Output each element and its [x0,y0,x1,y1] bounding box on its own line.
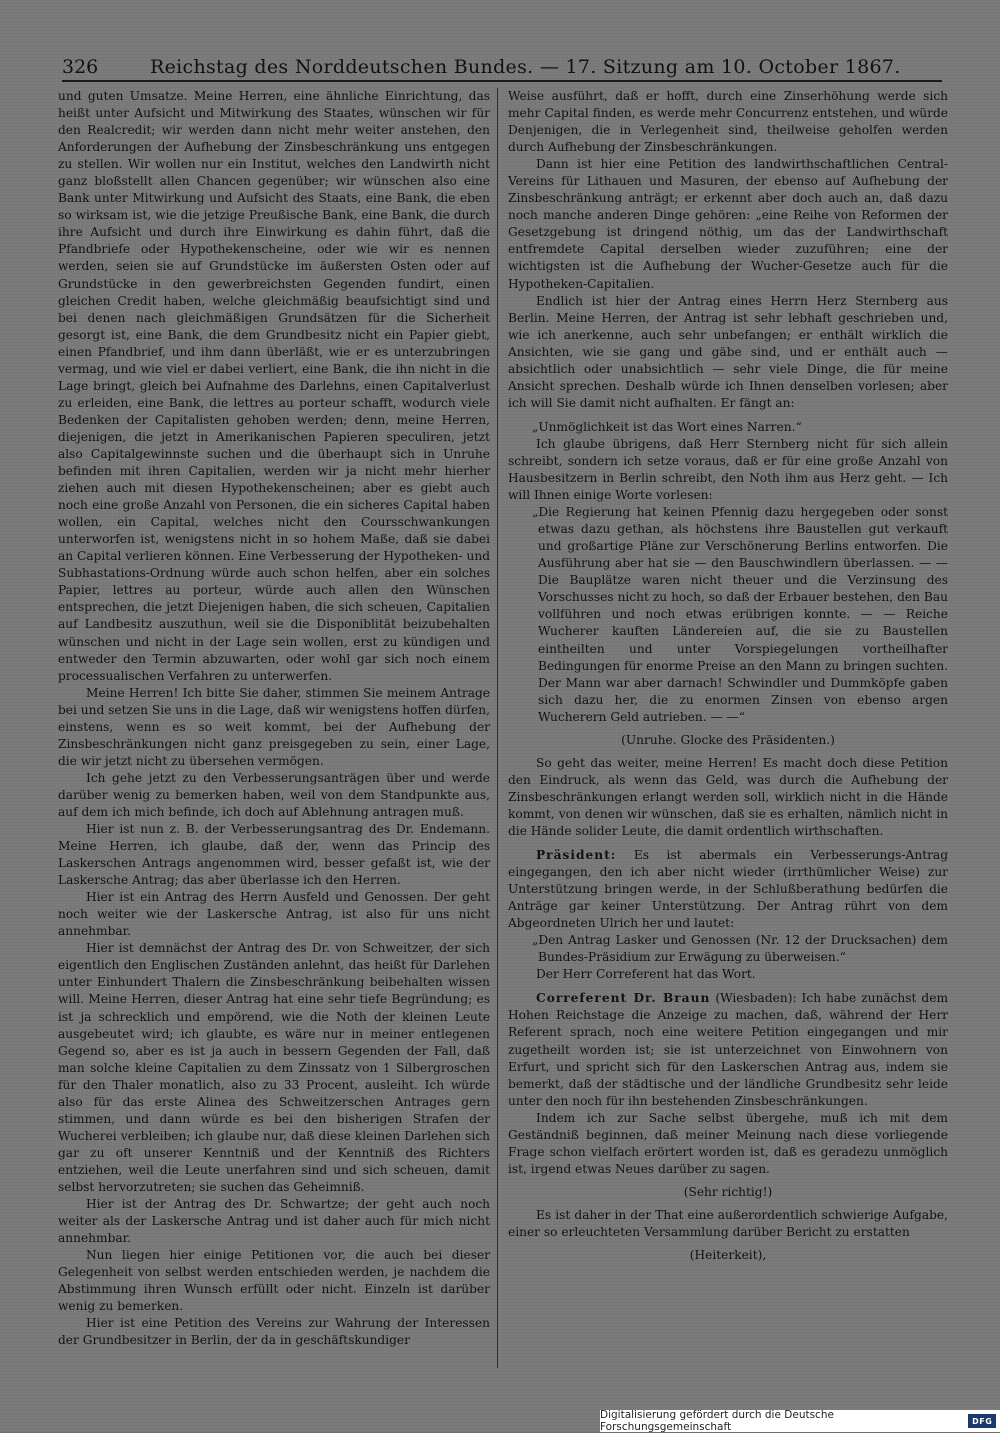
paragraph [508,732,948,749]
speaker-name: Präsident: [536,848,617,863]
speaker-name: Correferent Dr. Braun [536,991,711,1006]
paragraph-text: Hier ist eine Petition des Vereins zur Wahrung der Interessen der Grundbesitzer in Berlin, der da in geschäftskundiger [58,1316,490,1348]
paragraph [58,1196,490,1247]
paragraph-text: Es ist abermals ein Verbesserungs-Antrag eingegangen, den ich aber nicht wieder (irrthümlicher Weise) zur Unterstützung bringen werde, in der Schlußberathung bedürfen die Anträge gar keiner Unterstützung. Der Antrag rührt von dem Abgeordneten Ulrich her und lautet: [508,848,948,931]
paragraph-text: (Wiesbaden): Ich habe zunächst dem Hohen Reichstage die Anzeige zu machen, daß, während der Herr Referent sprach, noch eine weitere Petition eingegangen und mir zugetheilt worden ist; sie ist unterzeichnet von Einwohnern von Erfurt, und spricht sich für den Laskerschen Antrag aus, indem sie bemerkt, daß der städtische und der ländliche Grundbesitz sehr leide unter den noch für ihn bestehenden Zinsbeschränkungen. [508,991,948,1108]
paragraph-text: Endlich ist hier der Antrag eines Herrn Herz Sternberg aus Berlin. Meine Herren, der Antrag ist sehr lebhaft geschrieben und, wie ich anerkenne, auch sehr unbefangen; er enthält wirklich die Ansichten, wie sie gang und gäbe sind, und er enthält auch — absichtlich oder unabsichtlich — sehr viele Dinge, die für meine Ansicht sprechen. Deshalb würde ich Ihnen denselben vorlesen; aber ich will Sie damit nicht aufhalten. Er fängt an: [508,293,948,410]
paragraph [58,1315,490,1349]
column-divider [497,88,498,1368]
paragraph-text: „Die Regierung hat keinen Pfennig dazu hergegeben oder sonst etwas dazu gethan, als höchstens ihre Baustellen gut verkauft und großartige Pläne zur Verschönerung Berlins entworfen. Die Ausführung aber hat sie — den Bauschwindlern überlassen. — — Die Bauplätze waren nicht theuer und die Verzinsung des Vorschusses nicht zu hoch, so daß der Erbauer bestehen, den Bau vollführen und noch etwas erübrigen konnte. — — Reiche Wucherer kauften Ländereien auf, die sie zu Baustellen eintheilten und unter Vorspiegelungen vortheilhafter Bedingungen für enorme Preise an den Mann zu bringen suchten. Der Mann war aber darnach! Schwindler und Dummköpfe gaben sich dazu her, die zu enormen Zinsen von ebenso argen Wucherern Geld autrieben. — —“ [532,505,948,724]
paragraph-text: Dann ist hier eine Petition des landwirthschaftlichen Central-Vereins für Lithauen und Masuren, der ebenso auf Aufhebung der Zinsbeschränkung anträgt; er erkennt aber doch auch an, daß dazu noch manche anderen Dinge gehören: „eine Reihe von Reformen der Gesetzgebung ist dringend nöthig, um das der Landwirthschaft entfremdete Capital derselben wieder zuzuführen; eine der wichtigsten ist die Aufhebung der Wucher-Gesetze auch für die Hypotheken-Capitalien. [508,157,948,291]
paragraph [508,990,948,1109]
paragraph [508,88,948,156]
paragraph-text: (Unruhe. Glocke des Präsidenten.) [621,732,835,747]
paragraph-text: So geht das weiter, meine Herren! Es macht doch diese Petition den Eindruck, als wenn das Geld, was durch die Aufhebung der Zinsbeschränkungen erlangt werden soll, wirklich nicht in die Hände kommt, von denen wir wünschen, daß sie es erhalten, nämlich nicht in die Hände solider Leute, die damit ordentlich wirthschaften. [508,755,948,838]
paragraph-text: „Unmöglichkeit ist das Wort eines Narren.“ [532,419,802,434]
digitization-footer [600,1410,1000,1432]
paragraph [532,932,948,966]
paragraph [532,419,948,436]
paragraph-text: Es ist daher in der That eine außerordentlich schwierige Aufgabe, einer so erleuchteten Versammlung darüber Bericht zu erstatten [508,1207,948,1239]
paragraph [508,1110,948,1178]
paragraph-text: Nun liegen hier einige Petitionen vor, die auch bei dieser Gelegenheit von selbst werden entschieden werden, je nachdem die Abstimmung ihren Wunsch erfüllt oder nicht. Einzeln ist darüber wenig zu bemerken. [58,1248,490,1314]
paragraph [508,1207,948,1241]
paragraph-text: Weise ausführt, daß er hofft, durch eine Zinserhöhung werde sich mehr Capital finden, es werde mehr Concurrenz entstehen, und würde Denjenigen, die in Verlegenheit sind, theilweise geholfen werden durch Aufhebung der Zinsbeschränkungen. [508,89,948,155]
paragraph [508,156,948,292]
running-title: Reichstag des Norddeutschen Bundes. — 17. Sitzung am 10. October 1867. [150,56,901,78]
right-column [508,88,948,1374]
paragraph-text: Hier ist ein Antrag des Herrn Ausfeld und Genossen. Der geht noch weiter wie der Laskersche Antrag, ist also für uns nicht annehmbar. [58,890,490,939]
paragraph [508,293,948,412]
footer-credit: Digitalisierung gefördert durch die Deutsche Forschungsgemeinschaft [600,1409,834,1433]
paragraph [58,685,490,770]
paragraph [508,436,948,504]
page-header [62,44,942,78]
paragraph-text: Hier ist der Antrag des Dr. Schwartze; der geht auch noch weiter als der Laskersche Antrag und ist daher auch für mich nicht annehmbar. [58,1197,490,1246]
page-number: 326 [62,56,99,78]
paragraph-text: Ich glaube übrigens, daß Herr Sternberg nicht für sich allein schreibt, sondern ich setze voraus, daß er für eine große Anzahl von Hausbesitzern in Berlin schreibt, den Noth ihm aus Herz geht. — Ich will Ihnen einige Worte vorlesen: [508,436,948,503]
paragraph-text: Ich gehe jetzt zu den Verbesserungsanträgen über und werde darüber wenig zu bemerken haben, weil von dem Standpunkte aus, auf dem ich mich befinde, ich doch auf Ablehnung antragen muß. [58,770,490,819]
paragraph [508,966,948,983]
paragraph-text: (Sehr richtig!) [683,1184,773,1199]
paragraph-text: Indem ich zur Sache selbst übergehe, muß ich mit dem Geständniß beginnen, daß meiner Meinung nach diese vorliegende Frage schon vielfach erörtert worden ist, daß es geradezu unmöglich ist, irgend etwas Neues darüber zu sagen. [508,1110,948,1176]
paragraph-text: Hier ist nun z. B. der Verbesserungsantrag des Dr. Endemann. Meine Herren, ich glaube, daß der, wenn das Princip des Laskerschen Antrags angenommen wird, besser gefaßt ist, wie der Laskersche Antrag; das aber überlasse ich den Herren. [58,822,490,888]
paragraph-text: Hier ist demnächst der Antrag des Dr. von Schweitzer, der sich eigentlich den Englischen Zuständen anlehnt, das heißt für Darlehen unter Einhundert Thalern die Zinsbeschränkung beibehalten wissen will. Meine Herren, dieser Antrag hat eine sehr tiefe Begründung; es ist ja schrecklich und empörend, wie die Noth der kleinen Leute ausgebeutet wird; ich glaubte, es wäre nur in meiner entlegenen Gegend so, aber es ist ja auch in bessern Gegenden der Fall, daß man solche kleine Capitalien zu dem Zinssatz von 1 Silbergroschen für den Thaler monatlich, also zu 33 Procent, ausleiht. Ich würde also für das erste Alinea des Schweitzerschen Antrages gern stimmen, und dann würde es bei den bisherigen Strafen der Wucherei verbleiben; ich glaube nur, daß diese kleinen Darlehen sich gar zu oft unserer Kenntniß und der Kenntniß des Richters entziehen, weil die Leute unerfahren sind und sich scheuen, damit selbst hervorzutreten; sie suchen das Geheimniß. [58,941,490,1194]
dfg-logo-icon: DFG [968,1414,996,1428]
paragraph [58,940,490,1196]
paragraph-text: Der Herr Correferent hat das Wort. [536,967,756,982]
paragraph [58,88,490,685]
paragraph-text: „Den Antrag Lasker und Genossen (Nr. 12 der Drucksachen) dem Bundes-Präsidium zur Erwägung zu überweisen.“ [532,933,948,965]
paragraph-text: (Heiterkeit), [689,1248,767,1263]
paragraph [532,504,948,726]
paragraph [508,1247,948,1264]
paragraph [58,821,490,889]
paragraph [508,755,948,840]
paragraph [58,889,490,940]
paragraph [58,770,490,821]
paragraph-text: Meine Herren! Ich bitte Sie daher, stimmen Sie meinem Antrage bei und setzen Sie uns in die Lage, daß wir wenigstens hoffen dürfen, einstens, wenn es so weit kommt, bei der Aufhebung der Zinsbeschränkungen nicht ganz preisgegeben zu sein, einer Lage, die wir jetzt nicht zu übersehen vermögen. [58,685,490,768]
paragraph [58,1247,490,1315]
paragraph [508,1184,948,1201]
paragraph-text: und guten Umsatze. Meine Herren, eine ähnliche Einrichtung, das heißt unter Aufsicht und Mitwirkung des Staates, wünschen wir für den Realcredit; wir werden dann nicht mehr weiter anstehen, den Anforderungen der Aufhebung der Zinsbeschränkung uns entgegen zu stellen. Wir wollen nur ein Institut, welches den Landwirth nicht ganz bloßstellt allen Chancen gegenüber; wir wünschen also eine Bank unter Mitwirkung und Aufsicht des Staats, eine Bank, die eben so wirksam ist, wie die jetzige Preußische Bank, eine Bank, die durch ihre Aufsicht und durch ihre Einwirkung es dahin führt, daß die Pfandbriefe oder Hypothekenscheine, oder wie wir es nennen werden, seien sie auf Grundstücke im äußersten Osten oder auf Grundstücke in den gewerbreichsten Gegenden fundirt, einen gleichen Credit haben, welche gleichmäßig beaufsichtigt sind und bei denen nach gleichmäßigen Grundsätzen für die Sicherheit gesorgt ist, eine Bank, die dem Grundbesitz nicht ein Papier giebt, einen Pfandbrief, und ihm dann überläßt, wie er es unterzubringen vermag, und wie viel er dabei verliert, eine Bank, die ihn nicht in die Lage bringt, gleich bei Aufnahme des Darlehns, einen Capitalverlust zu erleiden, eine Bank, die lettres au porteur schafft, wodurch viele Bedenken der Capitalisten gehoben werden; denn, meine Herren, diejenigen, die jetzt in Amerikanischen Papieren speculiren, jetzt also Capitalgewinnste suchen und die überhaupt sich in Unruhe befinden mit ihren Capitalien, werden wir ja nicht mehr hierher ziehen auch mit diesen Hypothekenscheinen; aber es giebt auch noch eine große Anzahl von Personen, die ein sicheres Capital haben wollen, ein Capital, welches nicht den Coursschwankungen unterworfen ist, wenigstens nicht in so hohem Maße, daß sie dabei an Capital verlieren können. Eine Verbesserung der Hypotheken- und Subhastations-Ordnung würde auch schon helfen, aber ein solches Papier, lettres au porteur, würde auch allen den Wünschen entsprechen, die jetzt Diejenigen haben, die sich scheuen, Capitalien auf Landbesitz auszuthun, weil sie die Disponiblität beizubehalten wünschen und nicht in der Lage sein wollen, erst zu kündigen und entweder den Termin abzuwarten, oder wohl gar sich noch einem processualischen Verfahren zu unterwerfen. [58,89,490,683]
paragraph [508,847,948,932]
header-rule [62,80,942,82]
left-column [58,88,490,1374]
